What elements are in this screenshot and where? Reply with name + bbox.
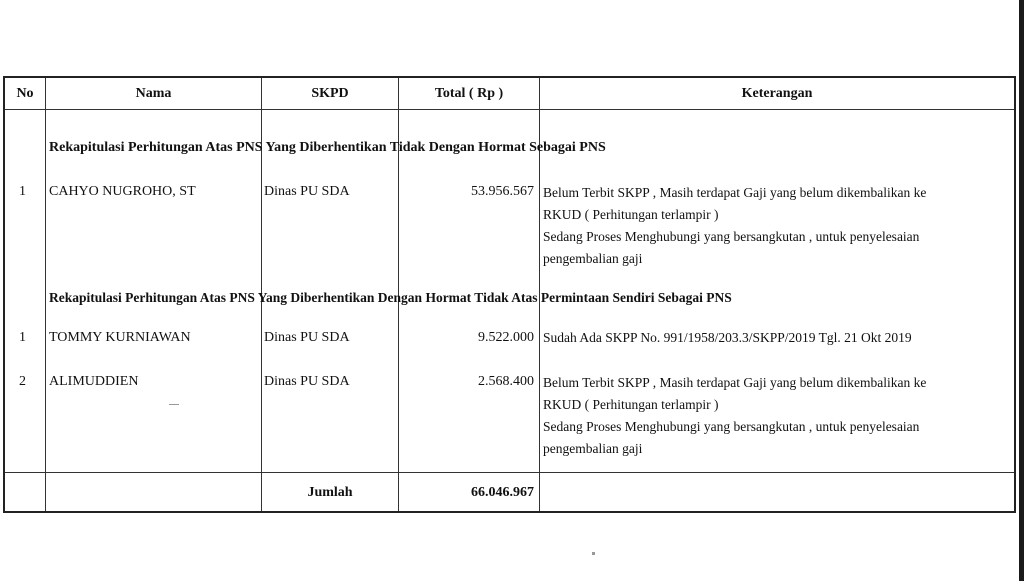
header-nama: Nama (135, 86, 172, 101)
right-edge-bar (1019, 0, 1024, 581)
row-keterangan (543, 327, 1013, 349)
row-nama: TOMMY KURNIAWAN (49, 330, 191, 345)
section-title: Rekapitulasi Perhitungan Atas PNS Yang Diberhentikan Tidak Dengan Hormat Sebagai PNS (49, 140, 606, 155)
recap-table (3, 76, 1016, 513)
keterangan-line: Sedang Proses Menghubungi yang bersangkutan , untuk penyelesaian (543, 229, 920, 244)
row-nama: ALIMUDDIEN (49, 374, 139, 389)
row-skpd: Dinas PU SDA (264, 184, 350, 199)
keterangan-line: Sudah Ada SKPP No. 991/1958/203.3/SKPP/2019 Tgl. 21 Okt 2019 (543, 330, 912, 345)
keterangan-line: RKUD ( Perhitungan terlampir ) (543, 207, 719, 222)
scan-speck (169, 404, 179, 405)
row-no: 2 (19, 374, 26, 389)
row-total: 9.522.000 (478, 330, 534, 345)
keterangan-line: Sedang Proses Menghubungi yang bersangkutan , untuk penyelesaian (543, 419, 920, 434)
header-divider (5, 109, 1014, 110)
row-total: 53.956.567 (471, 184, 534, 199)
footer-divider (5, 472, 1014, 473)
footer-total: 66.046.967 (471, 485, 534, 500)
row-skpd: Dinas PU SDA (264, 330, 350, 345)
row-no: 1 (19, 330, 26, 345)
scan-dot (592, 552, 595, 555)
row-keterangan (543, 372, 1013, 460)
row-keterangan (543, 182, 1013, 270)
header-total: Total ( Rp ) (434, 86, 504, 101)
header-no: No (16, 86, 34, 101)
keterangan-line: Belum Terbit SKPP , Masih terdapat Gaji yang belum dikembalikan ke (543, 185, 927, 200)
keterangan-line: pengembalian gaji (543, 251, 643, 266)
keterangan-line: pengembalian gaji (543, 441, 643, 456)
col-divider-no (45, 78, 46, 511)
section-title: Rekapitulasi Perhitungan Atas PNS Yang Diberhentikan Dengan Hormat Tidak Atas Permintaan Sendiri Sebagai PNS (49, 290, 732, 305)
row-total: 2.568.400 (478, 374, 534, 389)
footer-label: Jumlah (307, 485, 353, 500)
header-keterangan: Keterangan (741, 86, 813, 101)
row-skpd: Dinas PU SDA (264, 374, 350, 389)
header-skpd: SKPD (311, 86, 349, 101)
row-no: 1 (19, 184, 26, 199)
row-nama: CAHYO NUGROHO, ST (49, 184, 196, 199)
keterangan-line: RKUD ( Perhitungan terlampir ) (543, 397, 719, 412)
keterangan-line: Belum Terbit SKPP , Masih terdapat Gaji yang belum dikembalikan ke (543, 375, 927, 390)
